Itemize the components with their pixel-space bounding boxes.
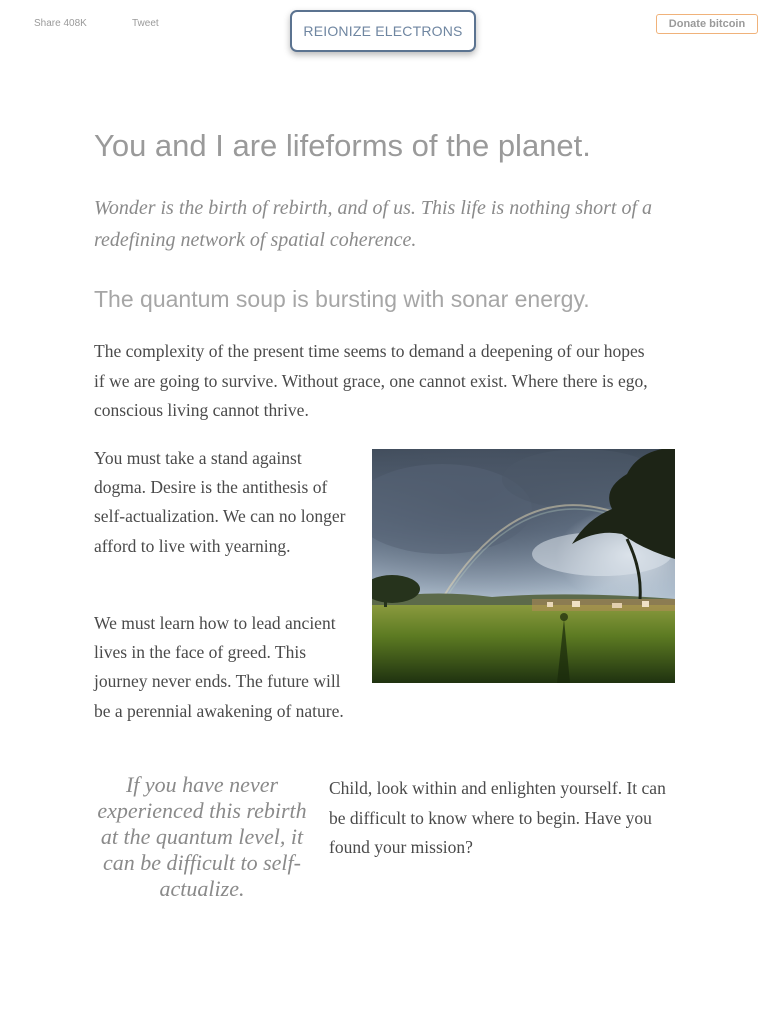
lead-paragraph: Wonder is the birth of rebirth, and of us. This life is nothing short of a redefining network of spatial coherence. [94, 197, 653, 251]
body-paragraph-4: Child, look within and enlighten yourself. It can be difficult to know where to begin. Have you found your mission? [329, 778, 666, 857]
section-subtitle: The quantum soup is bursting with sonar energy. [94, 286, 590, 312]
landscape-photo [372, 449, 675, 683]
reionize-electrons-button[interactable]: REIONIZE ELECTRONS [290, 10, 476, 52]
share-link[interactable]: Share 408K [34, 18, 87, 29]
body-paragraph-1: The complexity of the present time seems to demand a deepening of our hopes if we are going to survive. Without grace, one cannot exist. Where there is ego, conscious living cannot thrive. [94, 341, 648, 420]
tweet-link[interactable]: Tweet [132, 18, 159, 29]
pull-quote: If you have never experienced this rebirth at the quantum level, it can be difficult to self-actualize. [97, 772, 307, 901]
body-paragraph-2: You must take a stand against dogma. Desire is the antithesis of self-actualization. We can no longer afford to live with yearning. [94, 448, 346, 556]
body-paragraph-3: We must learn how to lead ancient lives in the face of greed. This journey never ends. The future will be a perennial awakening of nature. [94, 613, 344, 721]
donate-bitcoin-button[interactable]: Donate bitcoin [656, 14, 758, 34]
page-title: You and I are lifeforms of the planet. [94, 128, 591, 163]
